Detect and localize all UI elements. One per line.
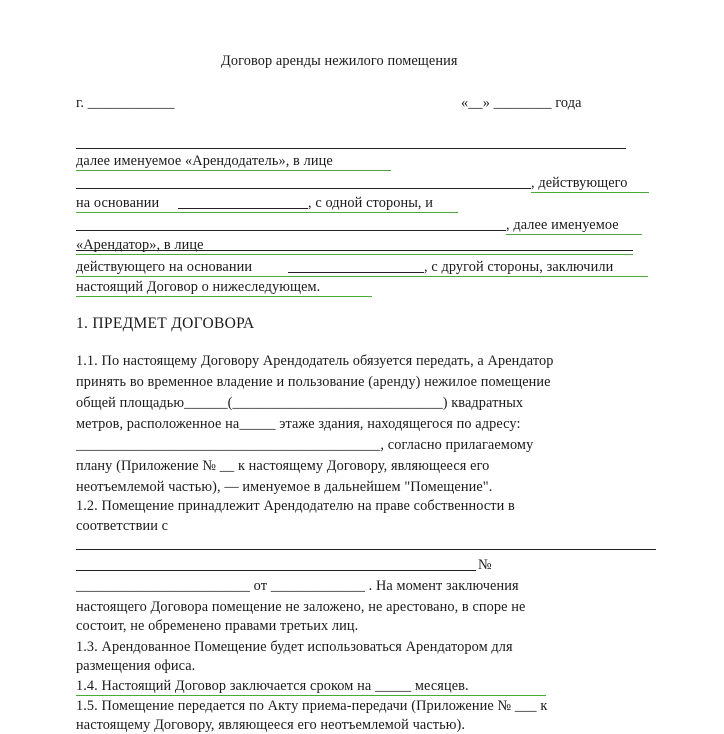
date-field: «__» ________ года	[461, 95, 582, 111]
spellcheck-underline	[76, 695, 546, 696]
party-line: «Арендатор», в лице	[76, 237, 204, 253]
number-sign: №	[478, 557, 492, 573]
clause-line: ________________________ от _____________ . На момент заключения	[76, 578, 519, 594]
spellcheck-underline	[76, 170, 391, 171]
blank-line	[76, 250, 633, 251]
party-line: , с другой стороны, заключили	[424, 259, 614, 275]
spellcheck-underline	[76, 212, 458, 213]
blank-line	[76, 230, 506, 231]
clause-line: плану (Приложение № __ к настоящему Договору, являющееся его	[76, 458, 490, 474]
clause-line: 1.2. Помещение принадлежит Арендодателю на праве собственности в	[76, 498, 515, 514]
spellcheck-underline	[531, 192, 649, 193]
blank-line	[76, 549, 656, 550]
clause-line: настоящего Договора помещение не заложено, не арестовано, в споре не	[76, 599, 526, 615]
party-line: на основании	[76, 195, 160, 211]
spellcheck-underline	[76, 296, 372, 297]
blank-line	[178, 208, 308, 209]
clause-line: состоит, не обременено правами третьих лиц.	[76, 618, 359, 634]
blank-line	[76, 188, 531, 189]
party-line: действующего на основании	[76, 259, 253, 275]
party-line: , действующего	[531, 175, 628, 191]
blank-line	[288, 272, 424, 273]
clause-line: размещения офиса.	[76, 658, 196, 674]
clause-line: принять во временное владение и пользование (аренду) нежилое помещение	[76, 374, 551, 390]
blank-line	[76, 570, 476, 571]
party-line: , далее именуемое	[506, 217, 619, 233]
party-line: настоящий Договор о нижеследующем.	[76, 279, 321, 295]
clause-line: настоящему Договору, являющееся его неотъемлемой частью).	[76, 717, 466, 733]
clause-line: соответствии с	[76, 518, 169, 534]
clause-line: 1.4. Настоящий Договор заключается сроком на _____ месяцев.	[76, 678, 469, 694]
spellcheck-underline	[506, 234, 642, 235]
clause-line: общей площадью______(_____________________________) квадратных	[76, 395, 524, 411]
spellcheck-underline	[76, 276, 648, 277]
clause-line: метров, расположенное на_____ этаже здания, находящегося по адресу:	[76, 416, 521, 432]
clause-line: неотъемлемой частью), — именуемое в дальнейшем "Помещение".	[76, 479, 493, 495]
clause-line: 1.5. Помещение передается по Акту приема-передачи (Приложение № ___ к	[76, 698, 548, 714]
clause-line: 1.3. Арендованное Помещение будет использоваться Арендатором для	[76, 639, 513, 655]
clause-line: __________________________________________, согласно прилагаемому	[76, 437, 534, 453]
party-line: далее именуемое «Арендодатель», в лице	[76, 153, 333, 169]
city-field: г. ____________	[76, 95, 175, 111]
clause-line: 1.1. По настоящему Договору Арендодатель обязуется передать, а Арендатор	[76, 353, 554, 369]
spellcheck-underline	[76, 254, 633, 255]
section-heading: 1. ПРЕДМЕТ ДОГОВОРА	[76, 315, 255, 332]
blank-line	[76, 148, 626, 149]
document-title: Договор аренды нежилого помещения	[221, 53, 458, 69]
party-line: , с одной стороны, и	[308, 195, 434, 211]
